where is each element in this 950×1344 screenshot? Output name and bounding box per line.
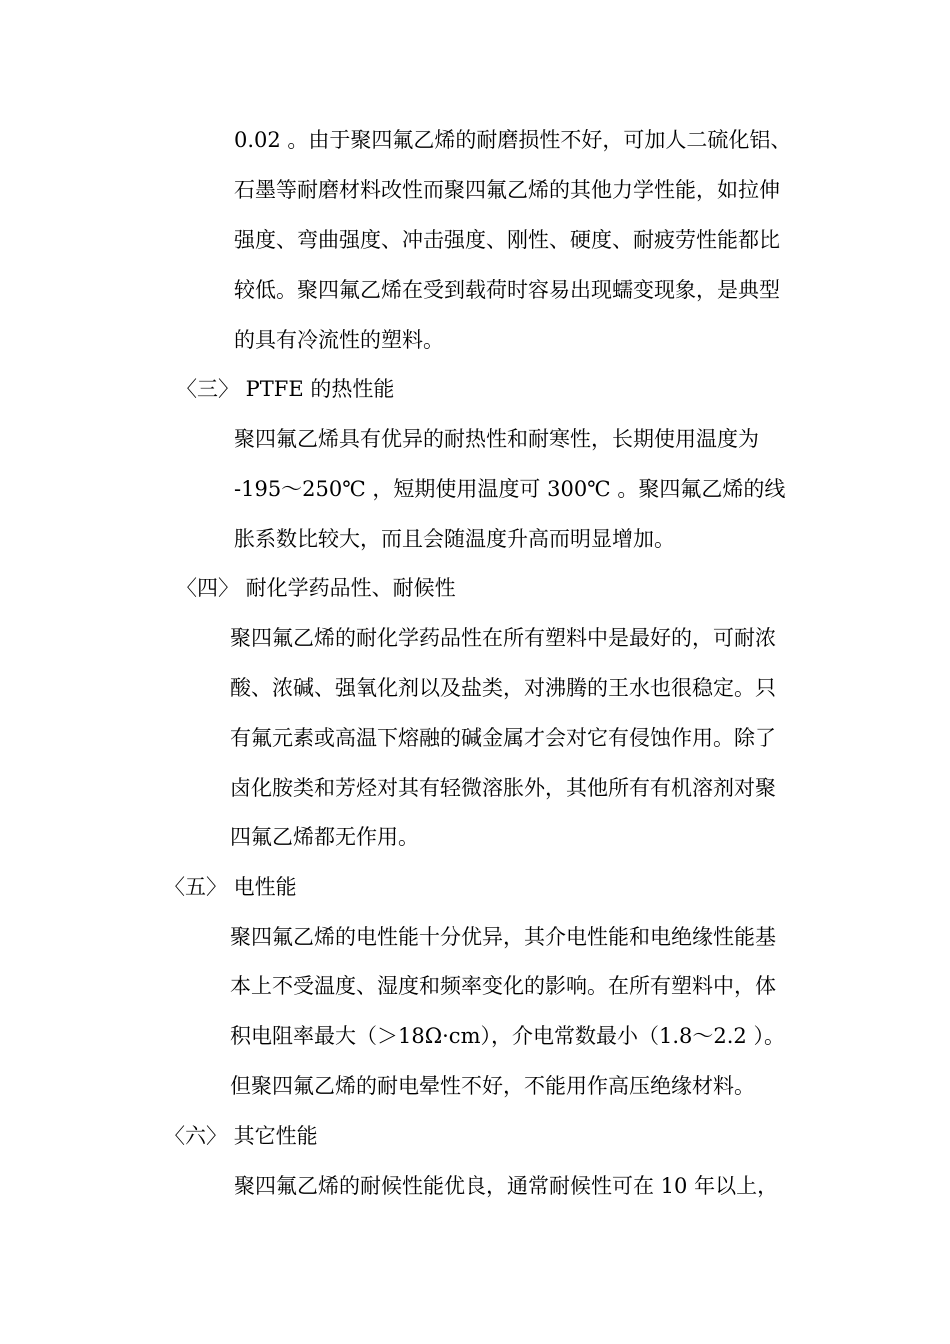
section-heading-electrical: 〈五〉 电性能	[164, 875, 297, 899]
paragraph-line: 有氟元素或高温下熔融的碱金属才会对它有侵蚀作用。除了	[230, 726, 776, 750]
paragraph-line: 的具有冷流性的塑料。	[234, 328, 444, 352]
paragraph-line: 聚四氟乙烯的耐化学药品性在所有塑料中是最好的，可耐浓	[230, 626, 776, 650]
paragraph-line: 卤化胺类和芳烃对其有轻微溶胀外，其他所有有机溶剂对聚	[230, 776, 776, 800]
paragraph-line: 但聚四氟乙烯的耐电晕性不好，不能用作高压绝缘材料。	[230, 1074, 755, 1098]
paragraph-line: 酸、浓碱、强氧化剂以及盐类，对沸腾的王水也很稳定。只	[230, 676, 776, 700]
paragraph-line: 本上不受温度、湿度和频率变化的影响。在所有塑料中，体	[230, 974, 776, 998]
section-heading-other: 〈六〉 其它性能	[164, 1124, 318, 1148]
paragraph-line: 聚四氟乙烯的电性能十分优异，其介电性能和电绝缘性能基	[230, 925, 776, 949]
paragraph-line: 0.02 。由于聚四氟乙烯的耐磨损性不好，可加人二硫化铝、	[234, 128, 792, 152]
paragraph-line: 石墨等耐磨材料改性而聚四氟乙烯的其他力学性能，如拉伸	[234, 178, 780, 202]
paragraph-line: 聚四氟乙烯具有优异的耐热性和耐寒性，长期使用温度为	[234, 427, 759, 451]
paragraph-line: 四氟乙烯都无作用。	[230, 825, 419, 849]
section-heading-chemical: 〈四〉 耐化学药品性、耐候性	[176, 576, 456, 600]
paragraph-line: 积电阻率最大（＞18Ω·cm），介电常数最小（1.8～2.2 ）。	[230, 1024, 785, 1048]
paragraph-line: 强度、弯曲强度、冲击强度、刚性、硬度、耐疲劳性能都比	[234, 228, 780, 252]
paragraph-line: 较低。聚四氟乙烯在受到载荷时容易出现蠕变现象，是典型	[234, 278, 780, 302]
section-heading-thermal: 〈三〉 PTFE 的热性能	[176, 377, 395, 401]
paragraph-line: -195～250℃ ，短期使用温度可 300℃ 。聚四氟乙烯的线	[234, 477, 786, 501]
paragraph-line: 胀系数比较大，而且会随温度升高而明显增加。	[234, 527, 675, 551]
paragraph-line: 聚四氟乙烯的耐候性能优良，通常耐候性可在 10 年以上，	[234, 1174, 779, 1198]
